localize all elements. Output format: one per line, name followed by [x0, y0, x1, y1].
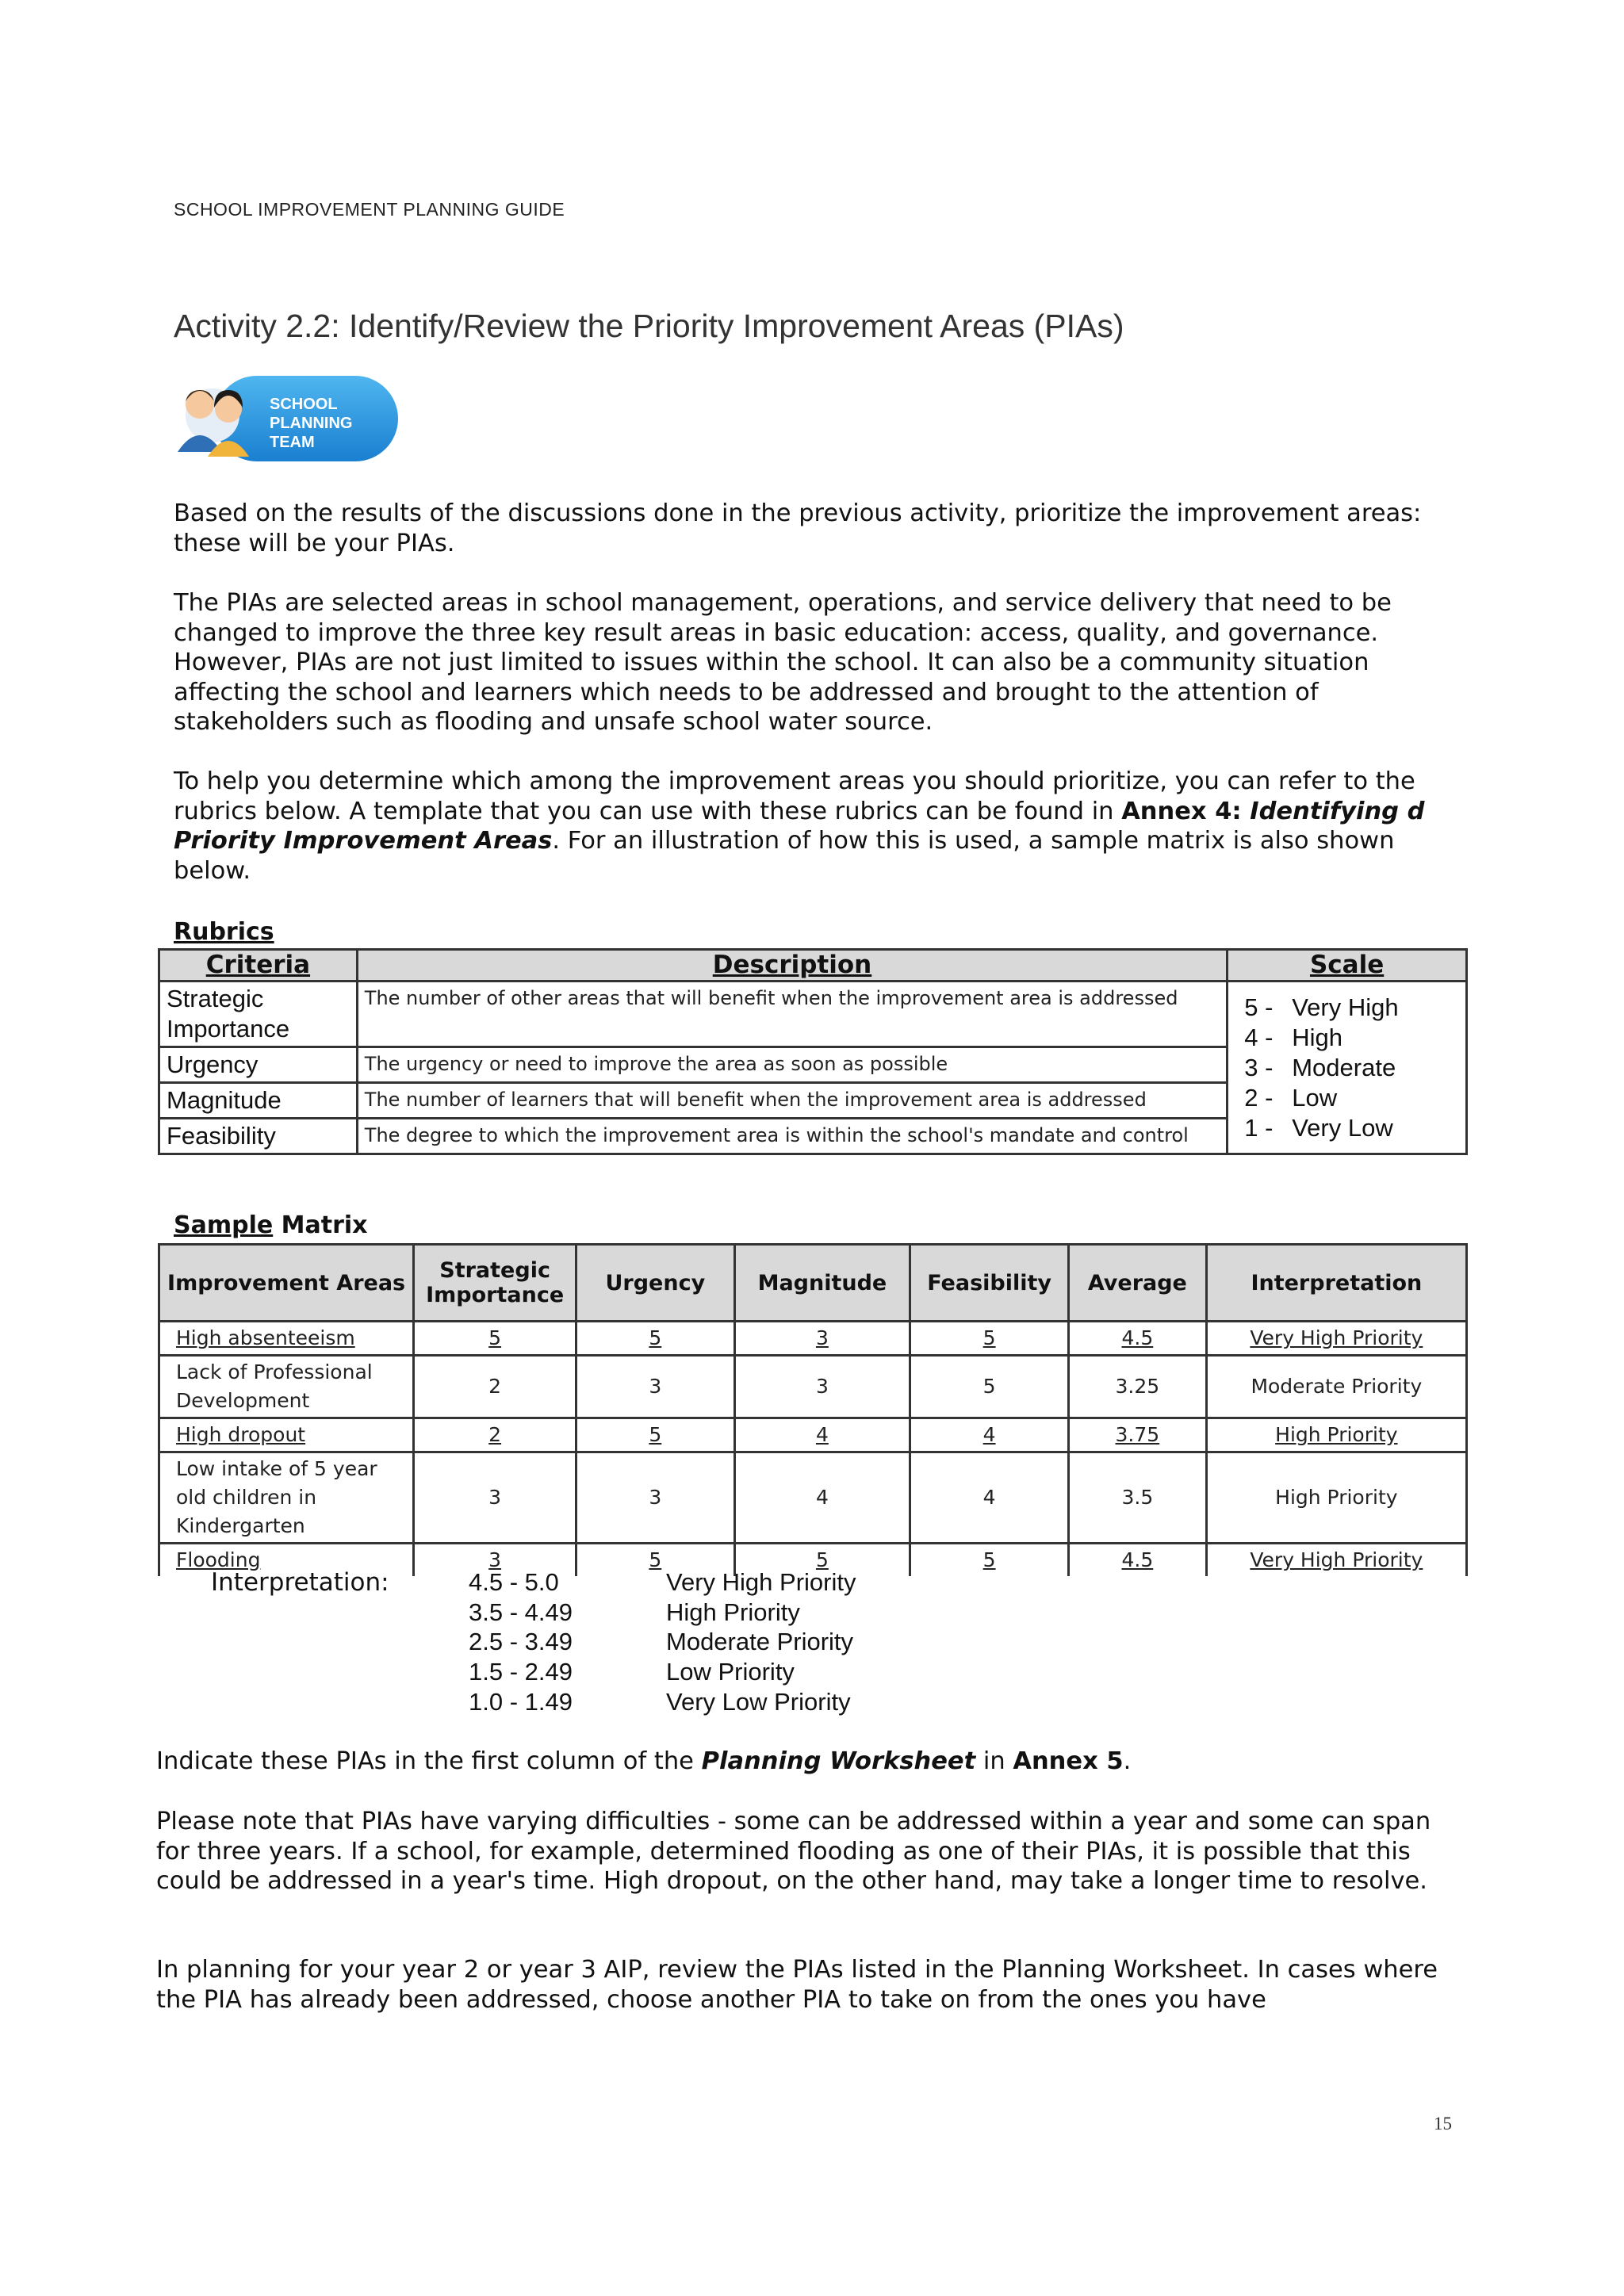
- paragraph-pia-difficulties: Please note that PIAs have varying difficulties - some can be addressed within a year and some can span for three years. If a school, for example, determined flooding as one of their PIAs, it is possible that this could be addressed in a year's time. High dropout, on the other hand, may take a longer time to resolve.: [156, 1808, 1431, 1895]
- sample-matrix-table: [158, 1243, 1468, 1576]
- interpretation-range: 4.5 - 5.0: [469, 1568, 559, 1596]
- table-row: Lack of Professional Development 2 3 3 5 3.25 Moderate Priority: [159, 1356, 1467, 1418]
- svg-text:PLANNING: PLANNING: [270, 415, 353, 432]
- svg-text:TEAM: TEAM: [270, 434, 315, 451]
- matrix-header: Improvement Areas: [159, 1245, 414, 1322]
- matrix-header: Average: [1069, 1245, 1207, 1322]
- rubric-scale: 5 - Very High 4 - High 3 - Moderate 2 - Low 1 - Very Low: [1228, 982, 1467, 1154]
- paragraph-rubrics-reference: To help you determine which among the improvement areas you should prioritize, you can refer to the rubrics below. A template that you can use with these rubrics can be found in Annex 4: Identifying d Priority Improvement Areas. For an illustration of how this is used, a sample matrix is also shown below.: [174, 767, 1425, 885]
- rubric-row: Magnitude The number of learners that will benefit when the improvement area is addressed: [159, 1083, 1467, 1119]
- paragraph-pias-definition: The PIAs are selected areas in school management, operations, and service delivery that need to be changed to improve the three key result areas in basic education: access, quality, and governance. However, PIAs are not just limited to issues within the school. It can also be a community situation affecting the school and learners which needs to be addressed and brought to the attention of stakeholders such as flooding and unsafe school water source.: [174, 589, 1392, 736]
- paragraph-intro: Based on the results of the discussions done in the previous activity, prioritize the improvement areas: these will be your PIAs.: [174, 499, 1422, 557]
- matrix-header: Interpretation: [1206, 1245, 1466, 1322]
- interpretation-range: 1.0 - 1.49: [469, 1688, 573, 1716]
- interpretation-label: Interpretation:: [211, 1568, 389, 1597]
- interpretation-range: 2.5 - 3.49: [469, 1628, 573, 1655]
- matrix-header: Urgency: [576, 1245, 735, 1322]
- paragraph-planning-worksheet: Indicate these PIAs in the first column of the Planning Worksheet in Annex 5.: [156, 1747, 1132, 1775]
- matrix-header: Strategic Importance: [414, 1245, 576, 1322]
- matrix-header: Magnitude: [734, 1245, 910, 1322]
- table-row: Low intake of 5 year old children in Kindergarten 3 3 4 4 3.5 High Priority: [159, 1452, 1467, 1544]
- running-header: SCHOOL IMPROVEMENT PLANNING GUIDE: [174, 199, 565, 220]
- page-number: 15: [1434, 2114, 1452, 2133]
- interpretation-meaning: Low Priority: [666, 1658, 795, 1686]
- rubric-row: Feasibility The degree to which the improvement area is within the school's mandate and control: [159, 1119, 1467, 1154]
- rubrics-heading: Rubrics: [174, 918, 274, 946]
- table-row: High absenteeism 5 5 3 5 4.5 Very High Priority: [159, 1322, 1467, 1356]
- logo-graphic: [167, 366, 404, 471]
- interpretation-meaning: Very Low Priority: [666, 1688, 851, 1716]
- svg-text:SCHOOL: SCHOOL: [270, 396, 338, 413]
- interpretation-range: 1.5 - 2.49: [469, 1658, 573, 1686]
- rubric-header-scale: Scale: [1228, 950, 1467, 982]
- interpretation-meaning: High Priority: [666, 1598, 800, 1626]
- school-planning-team-logo: [167, 366, 404, 471]
- paragraph-year-2-3-aip: In planning for your year 2 or year 3 AIP, review the PIAs listed in the Planning Worksheet. In cases where the PIA has already been addressed, choose another PIA to take on from the ones you have: [156, 1956, 1438, 2014]
- rubric-row: Urgency The urgency or need to improve the area as soon as possible: [159, 1047, 1467, 1083]
- rubric-header-description: Description: [357, 950, 1227, 982]
- table-row: High dropout 2 5 4 4 3.75 High Priority: [159, 1418, 1467, 1452]
- matrix-header: Feasibility: [910, 1245, 1069, 1322]
- rubric-row: Strategic Importance The number of other areas that will benefit when the improvement area is addressed 5 - Very High 4 - High 3 - Moderate 2 - Low 1 - Very Low: [159, 982, 1467, 1047]
- activity-title: Activity 2.2: Identify/Review the Priority Improvement Areas (PIAs): [174, 308, 1124, 344]
- interpretation-meaning: Very High Priority: [666, 1568, 856, 1596]
- sample-matrix-heading: Sample Matrix: [174, 1211, 368, 1239]
- rubric-header-criteria: Criteria: [159, 950, 358, 982]
- rubrics-table: [158, 948, 1468, 1155]
- interpretation-meaning: Moderate Priority: [666, 1628, 854, 1655]
- table-row: Flooding 3 5 5 5 4.5 Very High Priority: [159, 1544, 1467, 1577]
- interpretation-range: 3.5 - 4.49: [469, 1598, 573, 1626]
